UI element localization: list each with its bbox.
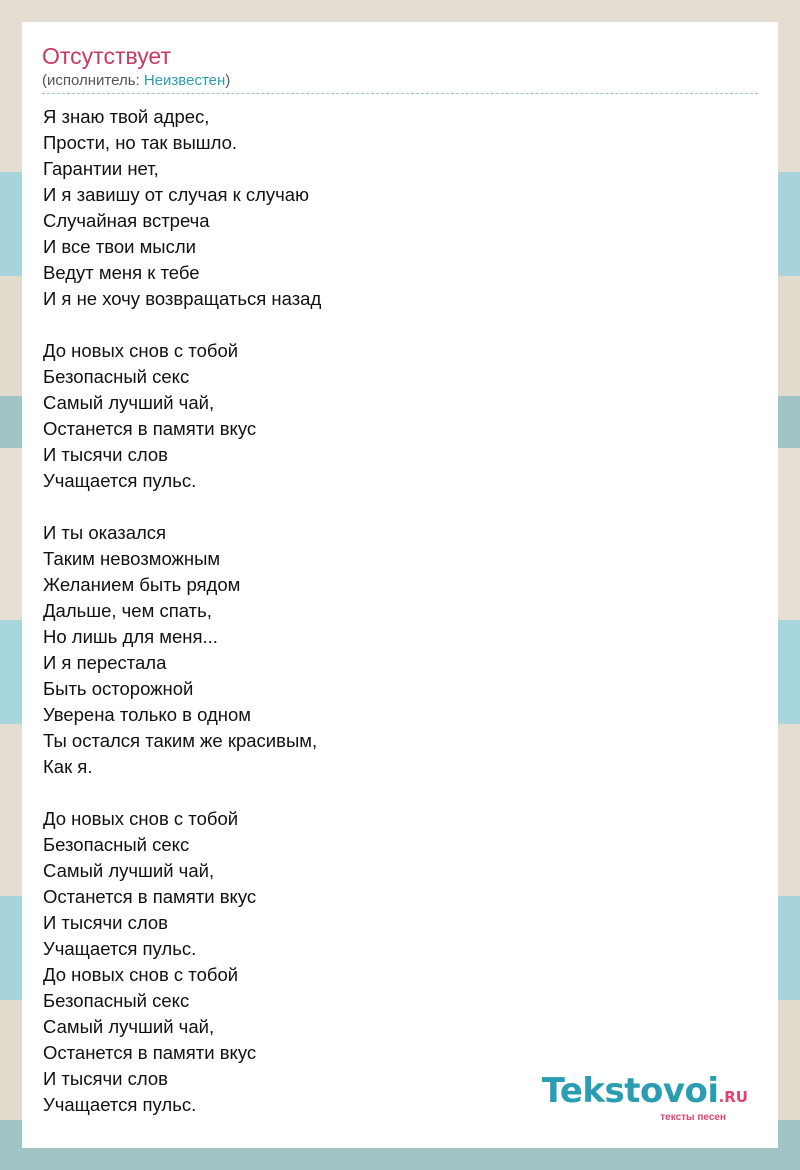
- lyrics-line: И тысячи слов: [43, 1068, 168, 1089]
- lyrics-line: Безопасный секс: [43, 990, 190, 1011]
- song-title: Отсутствует: [42, 43, 171, 69]
- lyrics-line: Останется в памяти вкус: [43, 418, 257, 439]
- lyrics-line: До новых снов с тобой: [43, 340, 239, 361]
- lyrics-line: Учащается пульс.: [43, 1094, 197, 1115]
- lyrics-line: Самый лучший чай,: [43, 392, 215, 413]
- site-logo[interactable]: [541, 1071, 748, 1124]
- lyrics-stanza: [43, 520, 321, 780]
- lyrics-line: Ты остался таким же красивым,: [43, 730, 318, 751]
- lyrics-line: Учащается пульс.: [43, 470, 197, 491]
- lyrics-line: Гарантии нет,: [43, 158, 159, 179]
- lyrics-line: До новых снов с тобой: [43, 808, 239, 829]
- lyrics-line: До новых снов с тобой: [43, 964, 239, 985]
- artist-prefix: (исполнитель:: [42, 72, 144, 89]
- lyrics-line: Случайная встреча: [43, 210, 210, 231]
- lyrics-line: И я перестала: [43, 652, 167, 673]
- logo-domain-suffix: .RU: [718, 1088, 748, 1106]
- lyrics-line: Останется в памяти вкус: [43, 1042, 257, 1063]
- lyrics-line: Безопасный секс: [43, 366, 190, 387]
- artist-line: [42, 72, 230, 90]
- lyrics-line: Безопасный секс: [43, 834, 190, 855]
- lyrics-stanza: [43, 806, 321, 1118]
- lyrics-line: Самый лучший чай,: [43, 860, 215, 881]
- lyrics-line: Желанием быть рядом: [43, 574, 241, 595]
- lyrics-body: [43, 104, 321, 1144]
- lyrics-line: И все твои мысли: [43, 236, 196, 257]
- lyrics-line: Быть осторожной: [43, 678, 194, 699]
- lyrics-stanza: [43, 338, 321, 494]
- lyrics-line: И я завишу от случая к случаю: [43, 184, 309, 205]
- title-divider: [42, 93, 758, 94]
- lyrics-line: Самый лучший чай,: [43, 1016, 215, 1037]
- lyrics-line: Я знаю твой адрес,: [43, 106, 210, 127]
- lyrics-line: Но лишь для меня...: [43, 626, 218, 647]
- lyrics-line: Ведут меня к тебе: [43, 262, 200, 283]
- logo-wordmark: [541, 1071, 748, 1114]
- lyrics-line: Прости, но так вышло.: [43, 132, 238, 153]
- lyrics-line: Уверена только в одном: [43, 704, 252, 725]
- lyrics-line: И ты оказался: [43, 522, 167, 543]
- lyrics-line: Дальше, чем спать,: [43, 600, 212, 621]
- lyrics-card: [22, 22, 778, 1148]
- artist-link[interactable]: Неизвестен: [143, 72, 226, 89]
- lyrics-line: И тысячи слов: [43, 444, 168, 465]
- lyrics-line: Как я.: [43, 756, 93, 777]
- lyrics-line: И я не хочу возвращаться назад: [43, 288, 322, 309]
- lyrics-stanza: [43, 104, 321, 312]
- lyrics-line: Учащается пульс.: [43, 938, 197, 959]
- logo-main-text: Tekstovoi: [541, 1071, 719, 1111]
- artist-suffix: ): [225, 72, 231, 89]
- lyrics-line: Останется в памяти вкус: [43, 886, 257, 907]
- lyrics-line: Таким невозможным: [43, 548, 221, 569]
- lyrics-line: И тысячи слов: [43, 912, 168, 933]
- logo-tagline: тексты песен: [660, 1112, 726, 1123]
